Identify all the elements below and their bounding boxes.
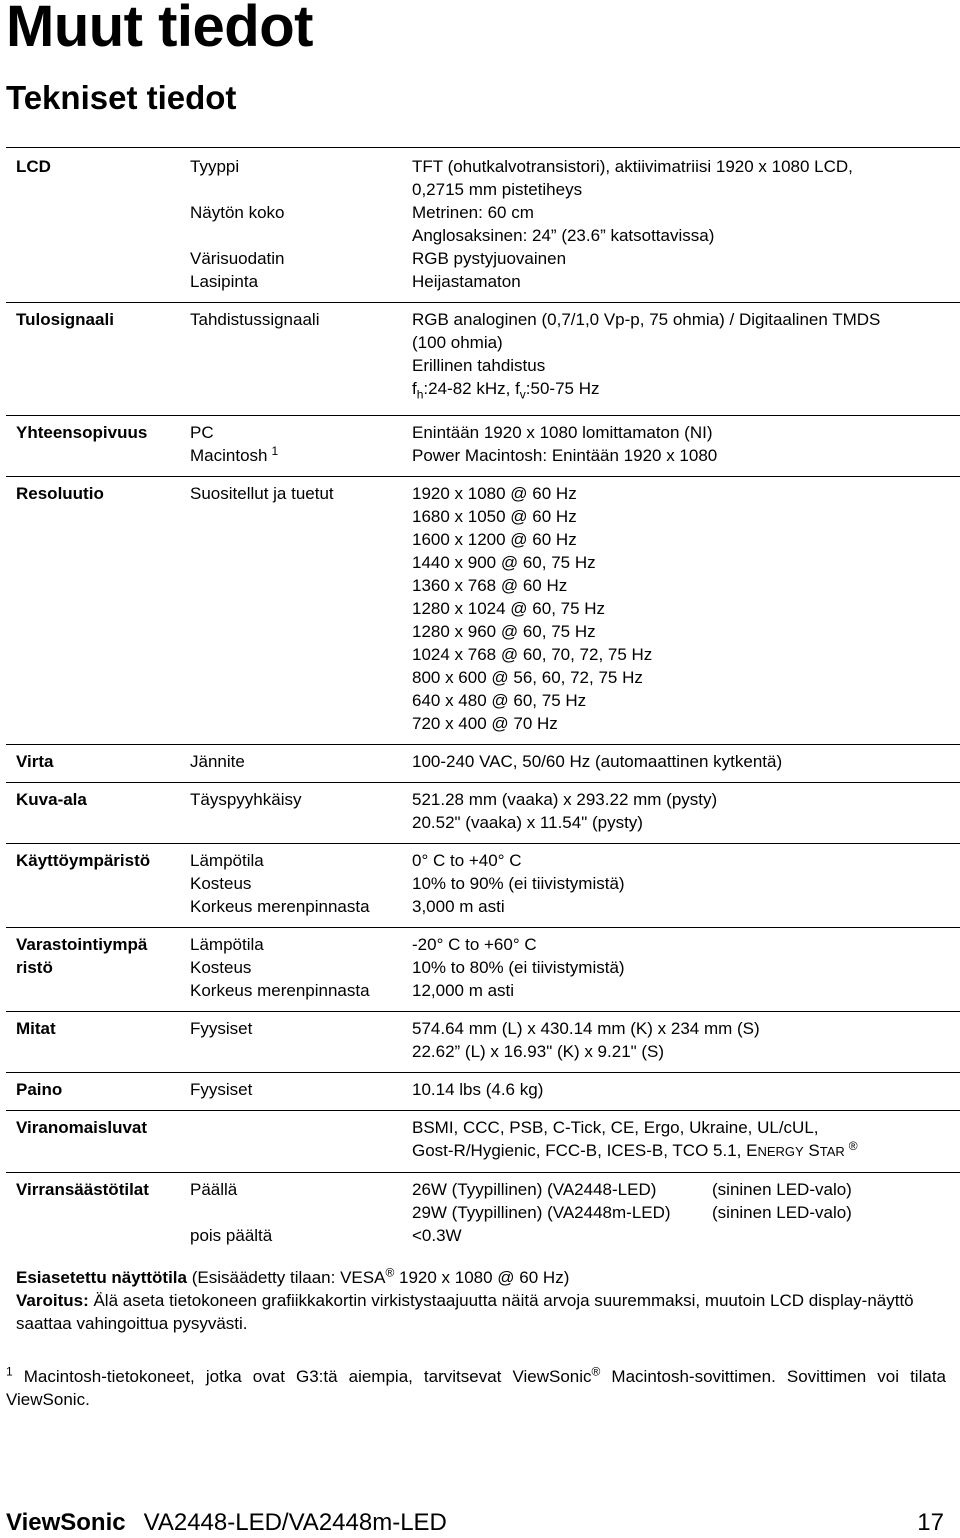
spec-item: Kosteus xyxy=(190,874,252,894)
energy-prefix: Gost-R/Hygienic, FCC-B, ICES-B, TCO 5.1, E xyxy=(412,1141,758,1161)
spec-item: Tyyppi xyxy=(190,157,240,176)
power-value: <0.3W xyxy=(412,1226,462,1246)
spec-row xyxy=(6,1012,960,1073)
spec-value: 10% to 90% (ei tiivistymistä) xyxy=(412,874,625,894)
spec-category: Kuva-ala xyxy=(16,790,87,810)
spec-value: 3,000 m asti xyxy=(412,897,505,917)
freq-value: :50-75 Hz xyxy=(525,379,600,398)
spec-value: 574.64 mm (L) x 430.14 mm (K) x 234 mm (S) xyxy=(412,1019,760,1039)
spec-value: Erillinen tahdistus xyxy=(412,356,546,375)
spec-item: Lasipinta xyxy=(190,272,259,291)
spec-item: Korkeus merenpinnasta xyxy=(190,981,370,1001)
power-value: 26W (Tyypillinen) (VA2448-LED) xyxy=(412,1180,657,1200)
power-mode-value xyxy=(412,1201,960,1224)
footnote-text-b: Macintosh-sovittimen. Sovittimen voi tilata ViewSonic. xyxy=(6,1367,946,1409)
spec-item: Tahdistussignaali xyxy=(190,310,320,329)
spec-item xyxy=(190,178,410,201)
spec-value: 800 x 600 @ 56, 60, 72, 75 Hz xyxy=(412,668,643,688)
footnote-marker: 1 xyxy=(6,1364,13,1379)
spec-value: 10% to 80% (ei tiivistymistä) xyxy=(412,958,625,978)
spec-value: 1440 x 900 @ 60, 75 Hz xyxy=(412,553,596,573)
spec-values xyxy=(412,849,960,918)
spec-items xyxy=(190,1017,410,1040)
spec-items xyxy=(190,421,410,467)
footer-model: VA2448-LED/VA2448m-LED xyxy=(143,1509,447,1536)
warning-text: Älä aseta tietokoneen grafiikkakortin virkistystaajuutta näitä arvoja suuremmaksi, muutoin LCD display-näyttö saattaa vahingoittua pysyvästi. xyxy=(16,1291,914,1333)
energy-star-line xyxy=(412,1139,960,1163)
spec-row xyxy=(6,928,960,1012)
spec-item: PC xyxy=(190,423,214,443)
spec-item: Lämpötila xyxy=(190,851,264,871)
spec-value: Heijastamaton xyxy=(412,272,521,291)
spec-value: 1360 x 768 @ 60 Hz xyxy=(412,576,568,596)
preset-text-b: 1920 x 1080 @ 60 Hz) xyxy=(394,1268,570,1287)
spec-value: Enintään 1920 x 1080 lomittamaton (NI) xyxy=(412,423,713,443)
spec-value: 521.28 mm (vaaka) x 293.22 mm (pysty) xyxy=(412,790,718,810)
spec-values xyxy=(412,482,960,735)
energy-small: TAR xyxy=(819,1144,845,1160)
spec-items xyxy=(190,788,410,811)
footer-brand: ViewSonic xyxy=(6,1509,126,1536)
page-subtitle: Tekniset tiedot xyxy=(6,79,237,116)
power-value: 29W (Tyypillinen) (VA2448m-LED) xyxy=(412,1203,671,1223)
spec-values xyxy=(412,1178,960,1247)
footnote xyxy=(6,1365,946,1411)
spec-item: Värisuodatin xyxy=(190,249,285,268)
power-note: (sininen LED-valo) xyxy=(712,1180,852,1200)
spec-row xyxy=(6,150,960,303)
spec-category: Mitat xyxy=(16,1019,56,1039)
spec-values xyxy=(412,1116,960,1163)
spec-value: 12,000 m asti xyxy=(412,981,515,1001)
spec-item: Päällä xyxy=(190,1180,238,1200)
spec-values xyxy=(412,1078,960,1101)
spec-row xyxy=(6,1073,960,1111)
spec-item: Suositellut ja tuetut xyxy=(190,484,334,504)
preset-text-a: (Esisäädetty tilaan: VESA xyxy=(187,1268,386,1287)
footnote-text-a: Macintosh-tietokoneet, jotka ovat G3:tä aiempia, tarvitsevat ViewSonic xyxy=(12,1367,592,1386)
spec-item xyxy=(190,1201,410,1224)
spec-items xyxy=(190,750,410,773)
spec-value: 1680 x 1050 @ 60 Hz xyxy=(412,507,577,527)
spec-items xyxy=(190,155,410,293)
spec-row xyxy=(6,745,960,783)
spec-item: Näytön koko xyxy=(190,203,285,222)
spec-item: Macintosh xyxy=(190,446,268,466)
spec-item xyxy=(190,1116,410,1139)
registered-mark: ® xyxy=(385,1265,395,1280)
spec-values xyxy=(412,155,960,293)
freq-label: f xyxy=(412,379,417,398)
spec-value: 640 x 480 @ 60, 75 Hz xyxy=(412,691,587,711)
spec-category: Virta xyxy=(16,752,54,772)
spec-category: Tulosignaali xyxy=(16,310,114,329)
spec-item-with-note xyxy=(190,444,410,467)
spec-values xyxy=(412,750,960,773)
spec-item: Korkeus merenpinnasta xyxy=(190,897,370,917)
spec-items xyxy=(190,1116,410,1139)
spec-values xyxy=(412,421,960,467)
freq-value: :24-82 kHz, f xyxy=(423,379,520,398)
spec-row xyxy=(6,1173,960,1256)
spec-value: 1024 x 768 @ 60, 70, 72, 75 Hz xyxy=(412,645,653,665)
spec-value: 720 x 400 @ 70 Hz xyxy=(412,714,558,734)
spec-value: TFT (ohutkalvotransistori), aktiivimatriisi 1920 x 1080 LCD, xyxy=(412,157,853,176)
spec-category: Paino xyxy=(16,1080,63,1100)
spec-value: 0,2715 mm pistetiheys xyxy=(412,180,583,199)
spec-value: BSMI, CCC, PSB, C-Tick, CE, Ergo, Ukraine, UL/cUL, xyxy=(412,1118,819,1138)
spec-value: 1280 x 960 @ 60, 75 Hz xyxy=(412,622,596,642)
spec-item: Täyspyyhkäisy xyxy=(190,790,302,810)
sync-frequency xyxy=(412,377,960,406)
spec-value: 22.62” (L) x 16.93" (K) x 9.21" (S) xyxy=(412,1042,665,1062)
spec-value: RGB pystyjuovainen xyxy=(412,249,567,268)
spec-value: Metrinen: 60 cm xyxy=(412,203,534,222)
spec-values xyxy=(412,308,960,406)
spec-item: Kosteus xyxy=(190,958,252,978)
spec-value: 0° C to +40° C xyxy=(412,851,522,871)
spec-item xyxy=(190,224,410,247)
spec-item: pois päältä xyxy=(190,1226,273,1246)
preset-note xyxy=(16,1266,951,1289)
spec-row xyxy=(6,844,960,928)
spec-item: Fyysiset xyxy=(190,1019,253,1039)
energy-mid: S xyxy=(803,1141,820,1161)
spec-item: Fyysiset xyxy=(190,1080,253,1100)
spec-category: Varastointiympä ristö xyxy=(16,935,148,978)
spec-category: Viranomaisluvat xyxy=(16,1118,148,1138)
spec-value: 100-240 VAC, 50/60 Hz (automaattinen kytkentä) xyxy=(412,752,783,772)
warning-label: Varoitus: xyxy=(16,1291,89,1310)
spec-category: LCD xyxy=(16,157,51,176)
power-mode-value xyxy=(412,1178,960,1201)
footnote-marker: 1 xyxy=(271,443,279,458)
spec-value: 20.52" (vaaka) x 11.54" (pysty) xyxy=(412,813,643,833)
registered-mark: ® xyxy=(848,1138,858,1153)
spec-row xyxy=(6,783,960,844)
freq-sub: h xyxy=(416,387,424,402)
spec-values xyxy=(412,1017,960,1063)
spec-value: Anglosaksinen: 24” (23.6” katsottavissa) xyxy=(412,226,715,245)
spec-values xyxy=(412,933,960,1002)
spec-value: (100 ohmia) xyxy=(412,333,503,352)
spec-value: 1920 x 1080 @ 60 Hz xyxy=(412,484,577,504)
spec-value: -20° C to +60° C xyxy=(412,935,537,955)
spec-row xyxy=(6,477,960,745)
spec-category: Virransäästötilat xyxy=(16,1180,149,1200)
spec-items xyxy=(190,308,410,331)
preset-label: Esiasetettu näyttötila xyxy=(16,1268,187,1287)
spec-value: 1600 x 1200 @ 60 Hz xyxy=(412,530,577,550)
registered-mark: ® xyxy=(591,1364,601,1379)
spec-items xyxy=(190,849,410,918)
spec-row xyxy=(6,416,960,477)
energy-small: NERGY xyxy=(757,1144,804,1160)
freq-sub: v xyxy=(519,387,526,402)
notes-block xyxy=(16,1266,951,1335)
spec-items xyxy=(190,1078,410,1101)
spec-items xyxy=(190,933,410,1002)
spec-value: RGB analoginen (0,7/1,0 Vp-p, 75 ohmia) / Digitaalinen TMDS xyxy=(412,310,881,329)
spec-table xyxy=(6,150,960,1256)
spec-item: Lämpötila xyxy=(190,935,264,955)
spec-value: Power Macintosh: Enintään 1920 x 1080 xyxy=(412,446,718,466)
spec-category: Käyttöympäristö xyxy=(16,851,151,871)
spec-value: 10.14 lbs (4.6 kg) xyxy=(412,1080,544,1100)
top-rule xyxy=(6,147,960,148)
power-mode-value xyxy=(412,1224,960,1247)
spec-item: Jännite xyxy=(190,752,245,772)
spec-category: Yhteensopivuus xyxy=(16,423,148,443)
page-number: 17 xyxy=(917,1509,944,1536)
spec-items xyxy=(190,482,410,505)
spec-values xyxy=(412,788,960,834)
power-note: (sininen LED-valo) xyxy=(712,1203,852,1223)
spec-items xyxy=(190,1178,410,1247)
warning-note xyxy=(16,1289,951,1335)
page-title: Muut tiedot xyxy=(6,0,313,59)
spec-category: Resoluutio xyxy=(16,484,104,504)
spec-row xyxy=(6,303,960,416)
spec-value: 1280 x 1024 @ 60, 75 Hz xyxy=(412,599,606,619)
spec-row xyxy=(6,1111,960,1173)
